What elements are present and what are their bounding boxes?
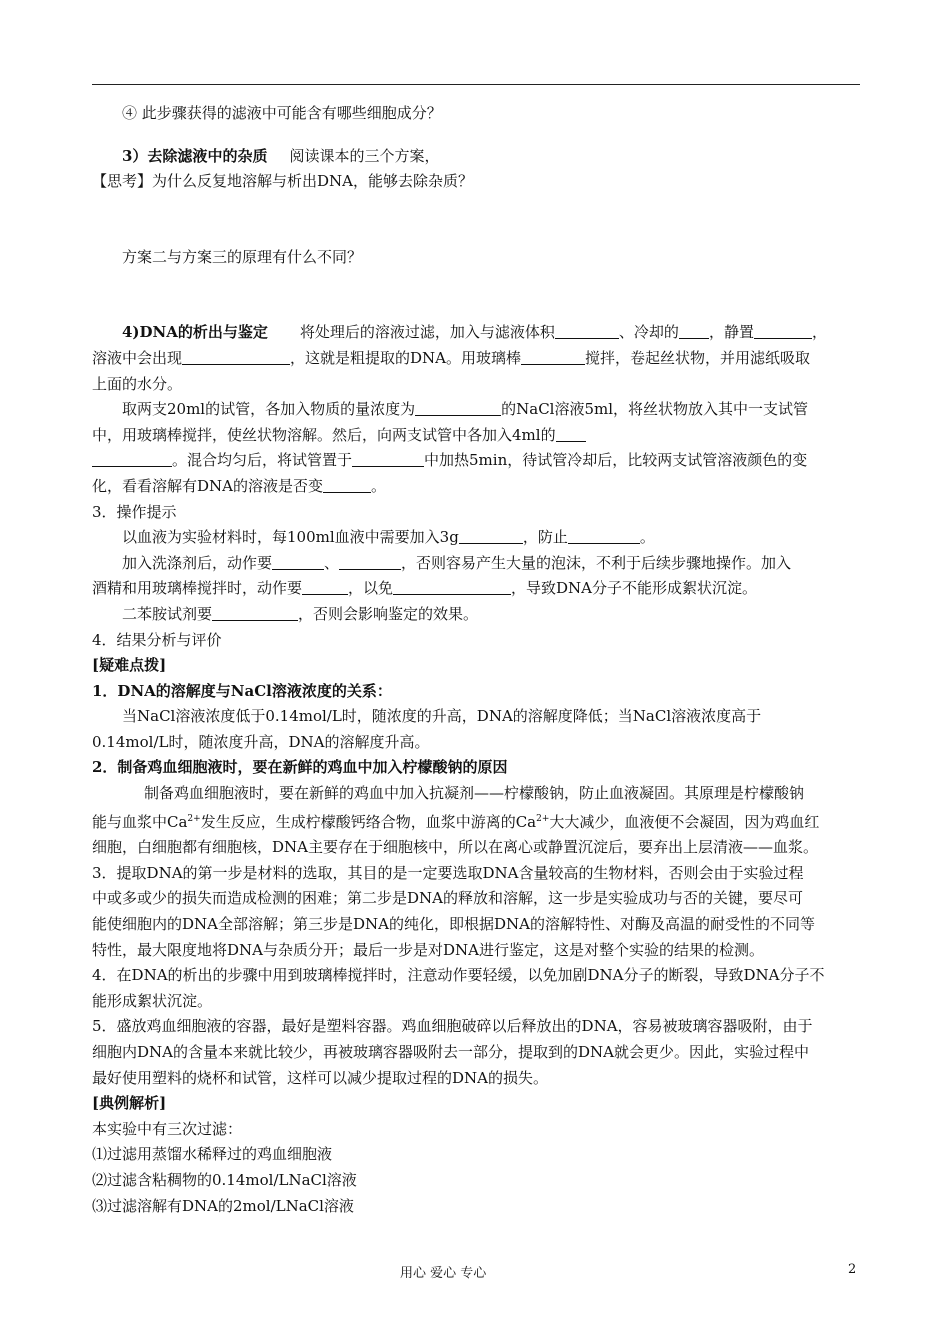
p4-text: 将处理后的溶液过滤，加入与滤液体积 — [299, 323, 555, 342]
question-4: ④ 此步骤获得的滤液中可能含有哪些细胞成分？ — [122, 104, 442, 122]
p4-line-e — [92, 423, 862, 449]
p4-text: ，这就是粗提取的DNA。用玻璃棒 — [290, 348, 522, 367]
section-3-text: 阅读课本的三个方案， — [289, 146, 440, 165]
p4-line-a — [92, 320, 862, 346]
op-text: ，导致DNA分子不能形成絮状沉淀。 — [511, 579, 758, 598]
answer-blank[interactable] — [556, 426, 586, 442]
answer-blank[interactable] — [679, 323, 709, 339]
page-body — [92, 101, 862, 1219]
answer-blank[interactable] — [393, 579, 511, 595]
example-heading: [典例解析] — [92, 1094, 167, 1113]
result-title: 4．结果分析与评价 — [92, 630, 222, 649]
difficulty-q4-text: 4．在DNA的析出的步骤中用到玻璃棒搅拌时，注意动作要轻缓，以免加剧DNA分子的断裂，导致DNA分子不 — [92, 966, 825, 985]
answer-blank[interactable] — [182, 349, 290, 365]
p4-line-b — [92, 346, 862, 372]
answer-blank[interactable] — [302, 579, 348, 595]
p4-text: 的NaCl溶液5ml，将丝状物放入其中一支试管 — [501, 400, 809, 419]
answer-blank[interactable] — [555, 323, 619, 339]
p4-text: 溶液中会出现 — [92, 348, 183, 367]
difficulty-q1-text: 当NaCl溶液浓度低于0.14mol/L时，随浓度的升高，DNA的溶解度降低；当NaCl溶液浓度高于 — [122, 707, 762, 726]
answer-blank[interactable] — [754, 323, 812, 339]
p4-line-d — [92, 397, 862, 423]
superscript: 2+ — [187, 813, 201, 824]
difficulty-q2-text: 制备鸡血细胞液时，要在新鲜的鸡血中加入抗凝剂——柠檬酸钠，防止血液凝固。其原理是柠檬酸钠 — [144, 784, 805, 803]
example-item: ⑵过滤含粘稠物的0.14mol/LNaCl溶液 — [92, 1170, 357, 1189]
operation-tips-title: 3．操作提示 — [92, 502, 177, 521]
difficulty-q2: 2．制备鸡血细胞液时，要在新鲜的鸡血中加入柠檬酸钠的原因 — [92, 758, 508, 777]
text-run: 能与血浆中Ca — [92, 812, 188, 831]
answer-blank[interactable] — [568, 528, 640, 544]
superscript: 2+ — [536, 813, 550, 824]
op-line-b — [92, 551, 862, 577]
answer-blank[interactable] — [92, 451, 172, 467]
p4-text: 化，看看溶解有DNA的溶液是否变 — [92, 476, 323, 495]
answer-blank[interactable] — [459, 528, 523, 544]
op-text: 以血液为实验材料时，每100ml血液中需要加入3g — [122, 528, 459, 547]
answer-blank[interactable] — [212, 605, 298, 621]
text-run: 发生反应，生成柠檬酸钙络合物，血浆中游离的Ca — [200, 812, 537, 831]
difficulty-q1: 1．DNA的溶解度与NaCl溶液浓度的关系： — [92, 681, 392, 700]
p4-text: 、冷却的 — [618, 323, 679, 342]
text-run: 大大减少，血液便不会凝固，因为鸡血红 — [549, 812, 820, 831]
difficulty-q5-text: 最好使用塑料的烧杯和试管，这样可以减少提取过程的DNA的损失。 — [92, 1068, 548, 1087]
op-text: 加入洗涤剂后，动作要 — [122, 553, 273, 572]
difficulty-q5-text: 5．盛放鸡血细胞液的容器，最好是塑料容器。鸡血细胞破碎以后释放出的DNA，容易被玻璃容器吸附，由于 — [92, 1017, 813, 1036]
difficulty-q2-text: 细胞，白细胞都有细胞核，DNA主要存在于细胞核中，所以在离心或静置沉淀后，要弃出上层清液——血浆。 — [92, 838, 818, 857]
p4-text: 。 — [371, 476, 387, 495]
difficulty-q3-text: 中或多或少的损失而造成检测的困难；第二步是DNA的释放和溶解，这一步是实验成功与否的关键，要尽可 — [92, 889, 803, 908]
difficulty-q3-text: 特性，最大限度地将DNA与杂质分开；最后一步是对DNA进行鉴定，这是对整个实验的结果的检测。 — [92, 940, 764, 959]
op-line-d — [92, 602, 862, 628]
difficulty-q5-text: 细胞内DNA的含量本来就比较少，再被玻璃容器吸附去一部分，提取到的DNA就会更少。因此，实验过程中 — [92, 1043, 809, 1061]
answer-blank[interactable] — [323, 477, 371, 493]
difficulty-q3-text: 3．提取DNA的第一步是材料的选取，其目的是一定要选取DNA含量较高的生物材料，否则会由于实验过程 — [92, 863, 804, 882]
p4-text: ， — [811, 323, 827, 342]
section-3-title: 3）去除滤液中的杂质 — [122, 146, 268, 165]
compare-question: 方案二与方案三的原理有什么不同？ — [122, 247, 363, 266]
op-text: 二苯胺试剂要 — [122, 604, 213, 623]
section-3-line — [92, 144, 862, 170]
answer-blank[interactable] — [521, 349, 585, 365]
p4-text: ，静置 — [708, 323, 754, 342]
example-item: ⑴过滤用蒸馏水稀释过的鸡血细胞液 — [92, 1145, 333, 1164]
difficulty-q4-text: 能形成絮状沉淀。 — [92, 991, 213, 1010]
answer-blank[interactable] — [415, 400, 501, 416]
p4-text: 。混合均匀后，将试管置于 — [172, 451, 353, 470]
difficulty-q2-text — [92, 807, 862, 836]
header-rule — [92, 84, 860, 85]
p4-line-f — [92, 448, 862, 474]
page-number: 2 — [848, 1262, 857, 1277]
op-line-a — [92, 525, 862, 551]
p4-text: 搅拌，卷起丝状物，并用滤纸吸取 — [585, 348, 811, 367]
op-text: 、 — [324, 553, 340, 572]
difficulty-q3-text: 能使细胞内的DNA全部溶解；第三步是DNA的纯化，即根据DNA的溶解特性、对酶及高温的耐受性的不同等 — [92, 915, 815, 934]
difficulty-heading: [疑难点拨] — [92, 656, 167, 675]
op-text: 酒精和用玻璃棒搅拌时，动作要 — [92, 579, 303, 598]
op-line-c — [92, 576, 862, 602]
think-prompt: 【思考】为什么反复地溶解与析出DNA，能够去除杂质？ — [92, 172, 473, 191]
p4-line-c: 上面的水分。 — [92, 374, 183, 393]
p4-line-g — [92, 474, 862, 500]
footer-motto: 用心 爱心 专心 — [400, 1266, 487, 1281]
answer-blank[interactable] — [339, 554, 401, 570]
answer-blank[interactable] — [272, 554, 324, 570]
op-text: ，否则会影响鉴定的效果。 — [298, 604, 479, 623]
op-text: ，以免 — [348, 579, 394, 598]
p4-text: 中，用玻璃棒搅拌，使丝状物溶解。然后，向两支试管中各加入4ml的 — [92, 425, 556, 444]
p4-text: 中加热5min，待试管冷却后，比较两支试管溶液颜色的变 — [424, 451, 808, 470]
p4-title: 4)DNA的析出与鉴定 — [122, 323, 268, 342]
op-text: 。 — [639, 528, 655, 547]
op-text: ，否则容易产生大量的泡沫，不利于后续步骤地操作。加入 — [401, 553, 792, 572]
p4-text: 取两支20ml的试管，各加入物质的量浓度为 — [122, 400, 416, 419]
example-item: ⑶过滤溶解有DNA的2mol/LNaCl溶液 — [92, 1196, 354, 1215]
answer-blank[interactable] — [352, 451, 424, 467]
difficulty-q1-text: 0.14mol/L时，随浓度升高，DNA的溶解度升高。 — [92, 732, 430, 751]
example-intro: 本实验中有三次过滤： — [92, 1119, 243, 1138]
op-text: ，防止 — [522, 528, 568, 547]
